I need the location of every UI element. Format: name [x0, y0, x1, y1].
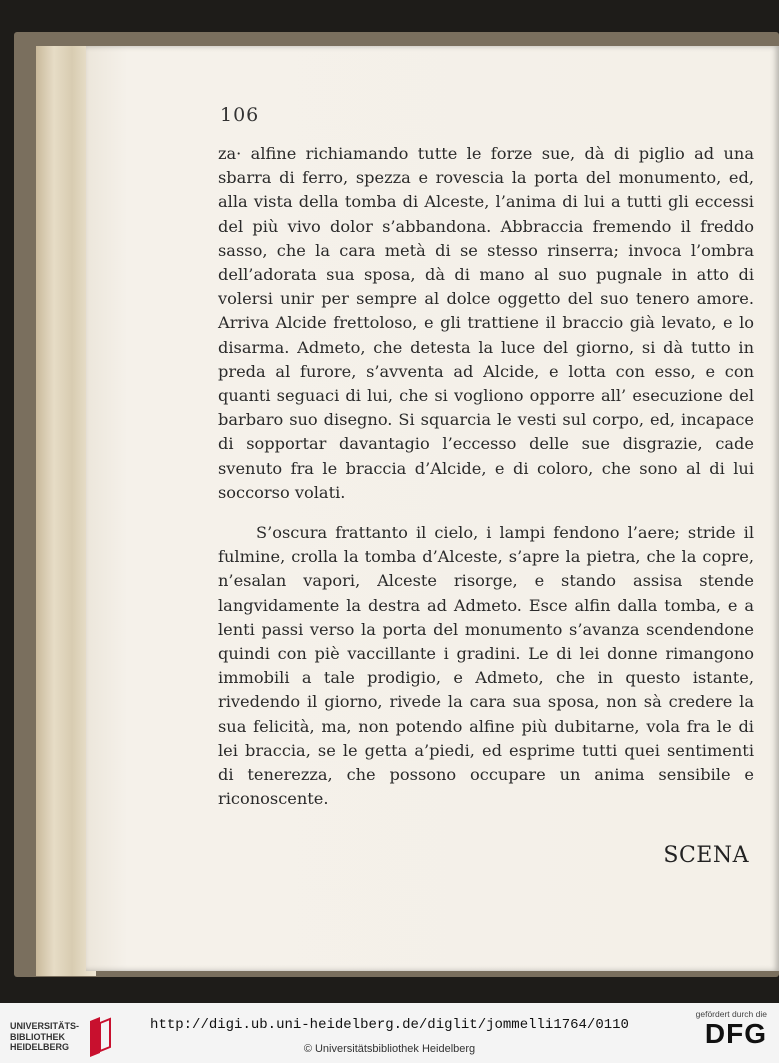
book-page [86, 46, 779, 971]
permalink-url[interactable]: http://digi.ub.uni-heidelberg.de/diglit/jommelli1764/0110 [150, 1017, 629, 1033]
funded-by-label: gefördert durch die [695, 1009, 767, 1019]
ub-logo-line-3: HEIDELBERG [10, 1042, 70, 1052]
copyright-notice: © Universitätsbibliothek Heidelberg [303, 1043, 476, 1055]
body-text [218, 142, 754, 811]
catchword: SCENA [663, 843, 749, 868]
viewer-footer [0, 1003, 779, 1063]
ub-logo-line-2: BIBLIOTHEK [10, 1031, 65, 1042]
dfg-wordmark: DFG [704, 1018, 767, 1049]
paragraph-2: S’oscura frattanto il cielo, i lampi fendono l’aere; stride il fulmine, crolla la tomba d’Alceste, s’apre la pietra, che la copre, n’esalan vapori, Alceste risorge, e stando assisa stende langvidamente la destra ad Admeto. Esce alfin dalla tomba, e a lenti passi verso la porta del monumento s’avanza scendendone quindi con piè vaccillante i gradini. Le di lei donne rimangono immobili a tale prodigio, e Admeto, che in questo istante, rivedendo il giorno, rivede la cara sua sposa, non sà credere la sua felicità, ma, non potendo alfine più dubitarne, vola fra le di lei braccia, se le getta a’piedi, ed esprime tutti quei sentimenti di tenerezza, che possono occupare un anima sensibile e riconoscente. [218, 523, 754, 809]
dfg-logo[interactable] [677, 1009, 767, 1059]
page-number: 106 [220, 104, 260, 126]
paragraph-1: za· alfine richiamando tutte le forze sue, dà di piglio ad una sbarra di ferro, spezza e rovescia la porta del monumento, ed, alla vista della tomba di Alceste, l’anima di lui a tutti gli eccessi del più vivo dolor s’abbandona. Abbraccia fremendo il freddo sasso, che la cara metà di se stesso rinserra; invoca l’ombra dell’adorata sua sposa, dà di mano al suo pugnale in atto di volersi unir per sempre al dolce oggetto del suo tenero amore. Arriva Alcide frettoloso, e gli trattiene il braccio già levato, e lo disarma. Admeto, che detesta la luce del giorno, si dà tutto in preda al furore, s’avventa ad Alcide, e lotta con esso, e con quanti seguaci di lui, che si vogliono opporre all’ esecuzione del barbaro suo disegno. Si squarcia le vesti sul corpo, ed, incapace di sopportar davantagio l’eccesso delle sue disgrazie, cade svenuto fra le braccia d’Alcide, e di coloro, che sono al di lui soccorso volati. [218, 144, 754, 502]
ub-logo-line-1: UNIVERSITÄTS- [10, 1021, 80, 1031]
